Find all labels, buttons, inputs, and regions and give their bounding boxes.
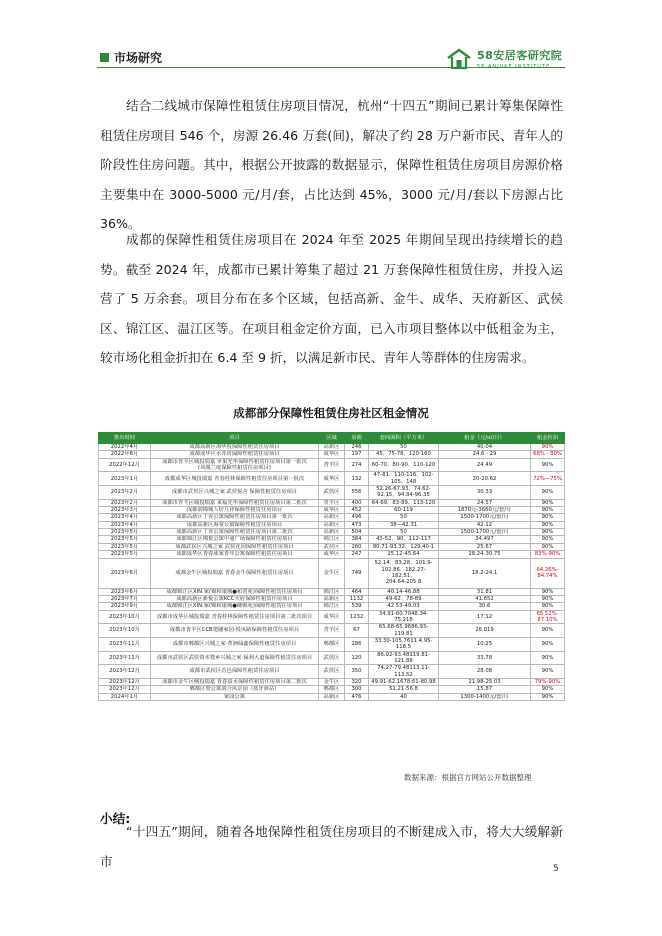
table-cell: 90% [531,444,565,451]
table-cell: 2023年5月 [99,551,151,558]
table-body [99,444,565,701]
table-cell: 50 [369,444,439,451]
table-cell: 武侯区 [319,486,345,500]
table-cell: 90% [531,499,565,506]
table-cell: 15.87 [439,686,531,693]
table-row [99,543,565,550]
table-cell: 成都成华区城投瑞嘉 青春桂林保障性租赁住房项目第一批次 [151,472,319,486]
table-cell: 49-62、78-89 [369,595,439,602]
table-cell: 1132 [345,595,369,602]
table-cell: 金牛区 [319,678,345,685]
table-cell: 成华区 [319,472,345,486]
table-row [99,603,565,610]
table-cell: 90% [531,588,565,595]
table-cell: 郫都区警公寓润合风景园（蓝牙驿站） [151,686,319,693]
table-cell: 成都成华区水井坊保障性租赁住房项目 [151,451,319,458]
table-cell: 31.81 [439,588,531,595]
table-cell: 10.25 [439,637,531,651]
table-cell: 40.04 [439,444,531,451]
table-cell: 64-69、83-89、113-120 [369,499,439,506]
table-title: 成都部分保障性租赁住房社区租金情况 [233,406,429,420]
data-source-note: 数据来源：根据官方网站公开数据整理 [404,773,532,782]
table-cell: 90% [531,514,565,521]
table-header-cell: 推出时间 [99,433,151,444]
table-cell: 65.52%- 87.10% [531,610,565,624]
table-cell: 青羊区 [319,458,345,472]
table-cell: 83%-90% [531,551,565,558]
table-cell: 38—42.31 [369,521,439,528]
table-cell: 家园公寓 [151,693,319,700]
table-cell: 2023年2月 [99,486,151,500]
table-cell: 1500-1700元/套/月 [439,529,531,536]
table-cell: 473 [345,521,369,528]
table-cell: 高新区 [319,693,345,700]
table-row [99,486,565,500]
table-cell: 52.26-67.93、74.62- 92.15、94.84-96.35 [369,486,439,500]
table-cell: 郫都区 [319,686,345,693]
table-cell: 2023年3月 [99,507,151,514]
table-cell: 1500-1700元/套/月 [439,514,531,521]
table-row [99,514,565,521]
table-cell: 40.14-46.88 [369,588,439,595]
table-cell: 成都市青羊区城投瑞嘉 苹果光华保障性租赁住房项目第一批次 (凤凰兰庭保障性租赁住房项目) [151,458,319,472]
table-cell: 286 [345,637,369,651]
table-cell: 2022年12月 [99,458,151,472]
table-cell: 51.21-56.8 [369,686,439,693]
table-cell: 成都成华区青春成家青年公寓保障性租赁住房项目 [151,551,319,558]
table-cell: 90% [531,521,565,528]
table-cell: 成都市青羊区CCB建融家园·悦风路保障性租赁住房项目 [151,624,319,638]
table-cell: 197 [345,451,369,458]
table-cell: 25.67 [439,543,531,550]
table-header-cell: 区域 [319,433,345,444]
table-cell: 45、75-78、120-160 [369,451,439,458]
table-cell: 90% [531,651,565,665]
table-cell: 郫都区 [319,637,345,651]
table-cell: 86.92-93.48119.81-121.88 [369,651,439,665]
table-cell: 高新区 [319,514,345,521]
table-row [99,686,565,693]
table-cell: 2024年1月 [99,693,151,700]
table-cell: 24.6 - 29 [439,451,531,458]
table-cell: 452 [345,507,369,514]
table-cell: 成都市武侯区首邑保障性租赁住房项目 [151,665,319,679]
table-cell: 2023年10月 [99,610,151,624]
table-cell: 成都锦江区XIN.家(锦和康城●和善苑)保障性租赁住房项目 [151,588,319,595]
table-cell: 武侯区 [319,543,345,550]
table-row [99,499,565,506]
table-cell: 350 [345,665,369,679]
table-cell: 2023年5月 [99,536,151,543]
table-cell: 2023年11月 [99,637,151,651]
table-cell: 成华区 [319,507,345,514]
header-divider [97,67,565,68]
table-cell: 武侯区 [319,665,345,679]
table-header-cell: 房源 [345,433,369,444]
table-header-row [99,433,565,444]
table-row [99,693,565,700]
table-row [99,458,565,472]
table-cell: 2023年12月 [99,678,151,685]
section-marker-icon [100,53,109,62]
table-row [99,665,565,679]
table-cell: 320 [345,678,369,685]
table-cell: 400 [345,499,369,506]
table-cell: 2023年12月 [99,665,151,679]
table-cell: 26.019 [439,624,531,638]
table-header-cell: 租金折扣 [531,433,565,444]
table-header-cell: 租金（元/㎡/月） [439,433,531,444]
table-cell: 556 [345,486,369,500]
table-cell: 90% [531,458,565,472]
table-cell: 2023年1月 [99,472,151,486]
table-cell: 384 [345,536,369,543]
table-row [99,536,565,543]
table-cell: 2023年12月 [99,686,151,693]
table-cell: 高新区 [319,521,345,528]
table-cell: 1232 [345,610,369,624]
table-cell: 90% [531,693,565,700]
rent-table [98,432,565,701]
table-row [99,507,565,514]
table-cell: 2023年4月 [99,521,151,528]
table-row [99,637,565,651]
table-cell: 90% [531,536,565,543]
table-cell: 68% - 80% [531,451,565,458]
table-cell: 成都市郫都区兴城之家·菁涧绿鑫保障性租赁住房项目 [151,637,319,651]
table-cell: 42.12 [439,521,531,528]
table-row [99,595,565,602]
table-cell: 锦江区 [319,588,345,595]
table-cell: 锦江区 [319,536,345,543]
table-cell: 2023年11月 [99,651,151,665]
table-cell: 成都高新区新悦公寓KCC天府保障性租赁住房项目 [151,595,319,602]
table-cell: 52.14、83.28、101.9- 102.86、182.27-182.51、 204.64-205.8 [369,558,439,588]
table-cell: 成都高新区丁香公寓保障性租赁住房项目第二批次 [151,529,319,536]
table-cell: 成都市成华区城投瑞嘉 青春桂林保障性租赁住房项目第二批次项目 [151,610,319,624]
page-header [0,0,662,80]
table-cell: 30.6 [439,603,531,610]
table-cell: 2023年6月 [99,558,151,588]
logo-cn-text: 58安居客研究院 [477,49,563,62]
table-cell: 246 [345,444,369,451]
table-cell: 40 [369,693,439,700]
table-cell: 34.497 [439,536,531,543]
table-cell: 60-119 [369,507,439,514]
table-cell: 43-52、90、112-117 [369,536,439,543]
table-cell: 成都润锦城人居九祥保障性租赁住房项目 [151,507,319,514]
table-cell: 33.30-105.7611.4.95-118.5 [369,637,439,651]
table-cell: 成都市金牛区城投瑞嘉 青春泉水保障性租赁住房项目第二批次 [151,678,319,685]
section-title-text: 市场研究 [114,51,163,65]
table-header-cell: 项目 [151,433,319,444]
table-cell: 2023年7月 [99,595,151,602]
table-cell: 成都高新区海棠公寓保障性租赁住房项目 [151,521,319,528]
table-cell: 1870元-3660元/套/月 [439,507,531,514]
paragraph-hangzhou: 结合二线城市保障性租赁住房项目情况，杭州“十四五”期间已累计筹集保障性租赁住房项目 546 个，房源 26.46 万套(间)，解决了约 28 万户新市民、青年人的阶段性住房问题。其中，根据公开披露的数据显示，保障性租赁住房项目房源价格主要集中在 3000-5000 元/月/套，占比达到 45%，3000 元/月/套以下房源占比 36%。 [100,98,563,232]
table-cell: 成都锦江区XIN.家(锦和康城●御锦苑)保障性租赁住房项目 [151,603,319,610]
table-cell: 90% [531,595,565,602]
table-cell: 60-70、80-90、110-120 [369,458,439,472]
table-cell: 2023年2月 [99,499,151,506]
table-row [99,521,565,528]
table-row [99,529,565,536]
table-cell: 90% [531,603,565,610]
table-cell: 90% [531,686,565,693]
table-cell: 成华区 [319,451,345,458]
table-cell: 90% [531,543,565,550]
table-row [99,610,565,624]
table-cell: 90% [531,529,565,536]
table-cell: 成都市青羊区城投瑞嘉 来福光华保障性租赁住房项目第二批次 [151,499,319,506]
table-cell: 504 [345,529,369,536]
table-cell: 50 [369,529,439,536]
table-cell: 2023年9月 [99,603,151,610]
section-title [100,49,162,66]
table-cell: 90% [531,486,565,500]
table-row [99,451,565,458]
table-row [99,558,565,588]
table-cell: 2023年10月 [99,624,151,638]
table-cell: 476 [345,693,369,700]
table-cell: 成都市武侯区武侯资本暨乡兴城之家·保利大道保障性租赁住房项目 [151,651,319,665]
table-cell: 132 [345,472,369,486]
table-cell: 464 [345,588,369,595]
table-cell: 金牛区 [319,558,345,588]
table-cell: 90% [531,665,565,679]
table-cell: 武侯区 [319,651,345,665]
table-cell: 1300-1400元/套/月 [439,693,531,700]
table-cell: 539 [345,603,369,610]
table-cell: 成都锦江区锦悦公寓中通广场保障性租赁住房项目 [151,536,319,543]
table-cell: 41.652 [439,595,531,602]
table-cell: 2023年5月 [99,529,151,536]
table-cell: 成华区 [319,551,345,558]
table-cell: 锦江区 [319,603,345,610]
table-cell: 42.53-49.03 [369,603,439,610]
table-cell: 28.08 [439,665,531,679]
table-cell: 50 [369,514,439,521]
table-cell: 90% [531,637,565,651]
table-row [99,588,565,595]
table-cell: 高新区 [319,595,345,602]
table-row [99,472,565,486]
table-row [99,551,565,558]
table-cell: 260 [345,543,369,550]
table-cell: 34.91-60.7048.34-75.218 [369,610,439,624]
table-row [99,624,565,638]
table-cell: 300 [345,686,369,693]
table-cell: 274 [345,458,369,472]
table-cell: 90% [531,507,565,514]
table-cell: 24.49 [439,458,531,472]
table-row [99,444,565,451]
table-cell: 64.26%- 84.74% [531,558,565,588]
table-cell: 33.78 [439,651,531,665]
table-cell: 17.12 [439,610,531,624]
table-cell: 74.27-79.48113.11-113.52 [369,665,439,679]
table-cell: 成华区 [319,610,345,624]
table-cell: 120 [345,651,369,665]
table-cell: 67 [345,624,369,638]
table-row [99,651,565,665]
table-cell: 65.68-65.9686.93-119.81 [369,624,439,638]
table-cell: 2022年4月 [99,444,151,451]
table-cell: 24.57 [439,499,531,506]
table-cell: 21.98-25.03 [439,678,531,685]
table-cell: 80.71-93.32、129.40-1 [369,543,439,550]
table-cell: 90% [531,624,565,638]
table-cell: 高新区 [319,444,345,451]
paragraph-chengdu: 成都的保障性租赁住房项目在 2024 年至 2025 年期间呈现出持续增长的趋势。截至 2024 年，成都市已累计筹集了超过 21 万套保障性租赁住房，并投入运营了 5 万余套。项目分布在多个区域，包括高新、金牛、成华、天府新区、武侯区、锦江区、温江区等。在项目租金定价方面，已入市项目整体以中低租金为主，较市场化租金折扣在 6.4 至 9 折，以满足新市民、青年人等群体的住房需求。 [100,232,563,366]
table-cell: 247 [345,551,369,558]
table-cell: 72%—75% [531,472,565,486]
table-cell: 20-20.62 [439,472,531,486]
table-cell: 47-81、110-116、102- 105、148 [369,472,439,486]
table-cell: 青羊区 [319,624,345,638]
table-row [99,678,565,685]
table-cell: 高新区 [319,529,345,536]
page-number: 5 [553,864,559,874]
table-cell: 成都高新区海华悦保障性租赁住房项目 [151,444,319,451]
table-cell: 成都市武侯区兴城之家 武侯悦舍 保障性租赁住房项目 [151,486,319,500]
table-header-cell: 套间面积（平方米） [369,433,439,444]
table-cell: 496 [345,514,369,521]
table-cell: 2022年8月 [99,451,151,458]
summary-paragraph: “十四五”期间，随着各地保障性租赁住房项目的不断建成入市，将大大缓解新市 [100,824,563,869]
table-cell: 成都金牛区城投瑞嘉 青春金牛保障性租赁住房项目 [151,558,319,588]
table-cell: 18.2-24.1 [439,558,531,588]
table-cell: 79%-90% [531,678,565,685]
table-cell: 749 [345,558,369,588]
summary-title: 小结: [100,811,131,826]
table-cell: 49.91-62.1678.61-80.98 [369,678,439,685]
table-cell: 28.24-30.75 [439,551,531,558]
table-cell: 青羊区 [319,499,345,506]
table-cell: 2023年4月 [99,514,151,521]
table-cell: 成都武侯区兴城之家 武侯花园保障性租赁住房项目 [151,543,319,550]
table-cell: 25.12-45.64 [369,551,439,558]
table-cell: 2023年5月 [99,543,151,550]
table-cell: 2023年6月 [99,588,151,595]
table-cell: 成都高新区丁香公寓保障性租赁住房项目第一批次 [151,514,319,521]
table-cell: 30.33 [439,486,531,500]
